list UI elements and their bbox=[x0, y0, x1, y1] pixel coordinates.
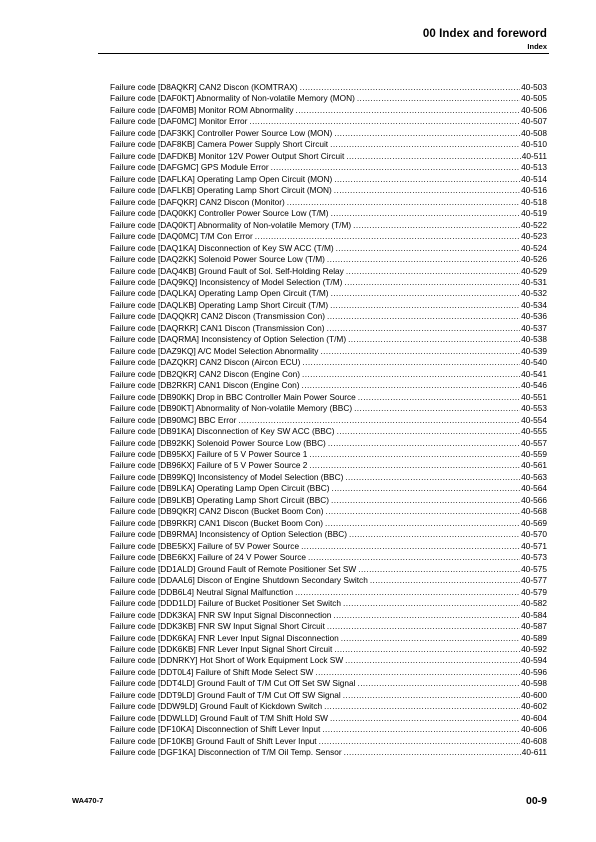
index-entry[interactable] bbox=[110, 311, 547, 322]
entry-page: 40-536 bbox=[521, 311, 547, 322]
entry-page: 40-541 bbox=[521, 368, 547, 379]
dot-leader bbox=[332, 483, 521, 494]
dot-leader bbox=[327, 323, 521, 334]
entry-page: 40-600 bbox=[521, 689, 547, 700]
entry-page: 40-503 bbox=[521, 82, 547, 92]
index-list bbox=[110, 82, 547, 759]
index-entry[interactable] bbox=[110, 495, 547, 506]
entry-title: Failure code [DDT9LD] Ground Fault of T/M Cut Off SW Signal bbox=[110, 689, 341, 700]
entry-page: 40-505 bbox=[521, 93, 547, 104]
entry-title: Failure code [DAQRKR] CAN1 Discon (Transmission Con) bbox=[110, 322, 325, 333]
index-entry[interactable] bbox=[110, 449, 547, 460]
dot-leader bbox=[327, 254, 520, 265]
entry-title: Failure code [D8AQKR] CAN2 Discon (KOMTRAX) bbox=[110, 82, 298, 92]
dot-leader bbox=[358, 564, 520, 575]
dot-leader bbox=[301, 541, 520, 552]
entry-title: Failure code [DAF0MB] Monitor ROM Abnormality bbox=[110, 104, 294, 115]
entry-page: 40-514 bbox=[521, 173, 547, 184]
entry-title: Failure code [DB2RKR] CAN1 Discon (Engine Con) bbox=[110, 380, 300, 391]
entry-title: Failure code [DAQLKB] Operating Lamp Short Circuit (T/M) bbox=[110, 299, 329, 310]
dot-leader bbox=[357, 678, 520, 689]
entry-page: 40-566 bbox=[521, 494, 547, 505]
entry-title: Failure code [DAQ2KK] Solenoid Power Source Low (T/M) bbox=[110, 254, 325, 265]
index-entry[interactable] bbox=[110, 724, 547, 735]
index-entry[interactable] bbox=[110, 300, 547, 311]
entry-page: 40-531 bbox=[521, 276, 547, 287]
index-entry[interactable] bbox=[110, 713, 547, 724]
entry-page: 40-519 bbox=[521, 208, 547, 219]
index-entry[interactable] bbox=[110, 633, 547, 644]
entry-page: 40-606 bbox=[521, 724, 547, 735]
entry-title: Failure code [DDB6L4] Neutral Signal Malfunction bbox=[110, 586, 294, 597]
index-entry[interactable] bbox=[110, 220, 547, 231]
entry-title: Failure code [DB96KX] Failure of 5 V Power Source 2 bbox=[110, 460, 308, 471]
dot-leader bbox=[331, 495, 520, 506]
entry-page: 40-523 bbox=[521, 231, 547, 242]
dot-leader bbox=[302, 369, 520, 380]
entry-title: Failure code [DBE6KX] Failure of 24 V Power Source bbox=[110, 552, 306, 563]
index-entry[interactable] bbox=[110, 266, 547, 277]
index-entry[interactable] bbox=[110, 518, 547, 529]
entry-page: 40-540 bbox=[521, 357, 547, 368]
entry-title: Failure code [DB9QKR] CAN2 Discon (Bucket Boom Con) bbox=[110, 506, 324, 517]
index-entry[interactable] bbox=[110, 116, 547, 127]
entry-page: 40-518 bbox=[521, 196, 547, 207]
index-entry[interactable] bbox=[110, 392, 547, 403]
entry-page: 40-551 bbox=[521, 391, 547, 402]
dot-leader bbox=[309, 460, 520, 471]
entry-page: 40-553 bbox=[521, 403, 547, 414]
entry-title: Failure code [DAQ4KB] Ground Fault of Sol. Self-Holding Relay bbox=[110, 265, 344, 276]
entry-page: 40-506 bbox=[521, 104, 547, 115]
dot-leader bbox=[333, 610, 520, 621]
entry-title: Failure code [DDK6KB] FNR Lever Input Signal Short Circuit bbox=[110, 643, 333, 654]
entry-page: 40-511 bbox=[521, 150, 547, 161]
section-title: 00 Index and foreword bbox=[422, 28, 547, 40]
index-entry[interactable] bbox=[110, 552, 547, 563]
entry-page: 40-577 bbox=[521, 575, 547, 586]
entry-title: Failure code [DF10KB] Ground Fault of Shift Lever Input bbox=[110, 735, 317, 746]
entry-page: 40-584 bbox=[521, 609, 547, 620]
dot-leader bbox=[328, 438, 520, 449]
index-entry[interactable] bbox=[110, 128, 547, 139]
dot-leader bbox=[357, 93, 520, 104]
entry-page: 40-579 bbox=[521, 586, 547, 597]
dot-leader bbox=[308, 552, 520, 563]
index-entry[interactable] bbox=[110, 139, 547, 150]
entry-title: Failure code [DAQ1KA] Disconnection of Key SW ACC (T/M) bbox=[110, 242, 334, 253]
entry-page: 40-557 bbox=[521, 437, 547, 448]
dot-leader bbox=[330, 139, 520, 150]
entry-page: 40-563 bbox=[521, 471, 547, 482]
dot-leader bbox=[302, 357, 520, 368]
entry-page: 40-522 bbox=[521, 219, 547, 230]
entry-title: Failure code [DB99KQ] Inconsistency of Model Selection (BBC) bbox=[110, 471, 344, 482]
index-entry[interactable] bbox=[110, 644, 547, 655]
index-entry[interactable] bbox=[110, 529, 547, 540]
dot-leader bbox=[353, 220, 520, 231]
index-entry[interactable] bbox=[110, 254, 547, 265]
dot-leader bbox=[238, 415, 520, 426]
entry-title: Failure code [DB95KX] Failure of 5 V Power Source 1 bbox=[110, 449, 308, 459]
index-entry[interactable] bbox=[110, 667, 547, 678]
dot-leader bbox=[326, 506, 521, 517]
entry-title: Failure code [DDK3KA] FNR SW Input Signal Disconnection bbox=[110, 609, 332, 620]
index-entry[interactable] bbox=[110, 185, 547, 196]
entry-page: 40-592 bbox=[521, 643, 547, 654]
index-entry[interactable] bbox=[110, 151, 547, 162]
index-entry[interactable] bbox=[110, 197, 547, 208]
entry-page: 40-524 bbox=[521, 242, 547, 253]
dot-leader bbox=[249, 116, 520, 127]
index-entry[interactable] bbox=[110, 460, 547, 471]
entry-title: Failure code [DDT4LD] Ground Fault of T/M Cut Off Set SW Signal bbox=[110, 678, 356, 689]
model-label: WA470-7 bbox=[72, 796, 104, 805]
entry-title: Failure code [DDK6KA] FNR Lever Input Signal Disconnection bbox=[110, 632, 339, 643]
entry-title: Failure code [DB90MC] BBC Error bbox=[110, 414, 237, 425]
entry-page: 40-513 bbox=[521, 162, 547, 173]
dot-leader bbox=[331, 208, 521, 219]
entry-title: Failure code [DAQQKR] CAN2 Discon (Transmission Con) bbox=[110, 311, 326, 322]
entry-page: 40-554 bbox=[521, 414, 547, 425]
dot-leader bbox=[334, 174, 520, 185]
entry-page: 40-598 bbox=[521, 678, 547, 689]
dot-leader bbox=[327, 311, 520, 322]
entry-title: Failure code [DB92KK] Solenoid Power Source Low (BBC) bbox=[110, 437, 326, 448]
header-rule bbox=[98, 53, 549, 54]
entry-page: 40-587 bbox=[521, 621, 547, 632]
entry-title: Failure code [DAQ0MC] T/M Con Error bbox=[110, 231, 253, 242]
dot-leader bbox=[330, 713, 520, 724]
dot-leader bbox=[345, 655, 520, 666]
entry-title: Failure code [DAQ0KT] Abnormality of Non-volatile Memory (T/M) bbox=[110, 219, 352, 230]
dot-leader bbox=[336, 243, 521, 254]
entry-title: Failure code [DB9LKA] Operating Lamp Open Circuit (BBC) bbox=[110, 483, 330, 494]
entry-page: 40-538 bbox=[521, 334, 547, 345]
dot-leader bbox=[358, 392, 520, 403]
entry-title: Failure code [DAQLKA] Operating Lamp Open Circuit (T/M) bbox=[110, 288, 329, 299]
entry-title: Failure code [DB9LKB] Operating Lamp Short Circuit (BBC) bbox=[110, 494, 330, 505]
entry-title: Failure code [DDW9LD] Ground Fault of Kickdown Switch bbox=[110, 701, 323, 712]
dot-leader bbox=[334, 644, 520, 655]
index-entry[interactable] bbox=[110, 208, 547, 219]
dot-leader bbox=[255, 231, 520, 242]
entry-title: Failure code [DAFDKB] Monitor 12V Power Output Short Circuit bbox=[110, 150, 345, 161]
dot-leader bbox=[309, 449, 520, 460]
dot-leader bbox=[344, 277, 520, 288]
dot-leader bbox=[324, 701, 520, 712]
entry-title: Failure code [DAQRMA] Inconsistency of Option Selection (T/M) bbox=[110, 334, 347, 345]
dot-leader bbox=[302, 380, 521, 391]
entry-page: 40-608 bbox=[521, 735, 547, 746]
entry-title: Failure code [DAZ9KQ] A/C Model Selection Abnormality bbox=[110, 345, 319, 356]
index-entry[interactable] bbox=[110, 506, 547, 517]
dot-leader bbox=[325, 518, 520, 529]
dot-leader bbox=[296, 105, 521, 116]
index-entry[interactable] bbox=[110, 736, 547, 747]
index-entry[interactable] bbox=[110, 277, 547, 288]
index-entry[interactable] bbox=[110, 472, 547, 483]
entry-page: 40-604 bbox=[521, 712, 547, 723]
index-entry[interactable] bbox=[110, 162, 547, 173]
index-entry[interactable] bbox=[110, 369, 547, 380]
dot-leader bbox=[343, 598, 520, 609]
dot-leader bbox=[322, 724, 520, 735]
entry-title: Failure code [DAZQKR] CAN2 Discon (Aircon ECU) bbox=[110, 357, 301, 368]
entry-title: Failure code [DB9RMA] Inconsistency of Option Selection (BBC) bbox=[110, 529, 348, 540]
entry-page: 40-594 bbox=[521, 655, 547, 666]
entry-page: 40-564 bbox=[521, 483, 547, 494]
entry-title: Failure code [DB91KA] Disconnection of Key SW ACC (BBC) bbox=[110, 426, 335, 437]
entry-page: 40-568 bbox=[521, 506, 547, 517]
entry-title: Failure code [DAF3KK] Controller Power Source Low (MON) bbox=[110, 127, 333, 138]
index-entry[interactable] bbox=[110, 403, 547, 414]
index-entry[interactable] bbox=[110, 288, 547, 299]
entry-page: 40-507 bbox=[521, 116, 547, 127]
entry-title: Failure code [DGF1KA] Disconnection of T/M Oil Temp. Sensor bbox=[110, 747, 342, 758]
index-entry[interactable] bbox=[110, 655, 547, 666]
entry-title: Failure code [DAFLKA] Operating Lamp Open Circuit (MON) bbox=[110, 173, 333, 184]
entry-page: 40-532 bbox=[521, 288, 547, 299]
dot-leader bbox=[370, 575, 520, 586]
entry-title: Failure code [DAQ0KK] Controller Power Source Low (T/M) bbox=[110, 208, 329, 219]
dot-leader bbox=[345, 472, 520, 483]
index-entry[interactable] bbox=[110, 701, 547, 712]
dot-leader bbox=[319, 736, 521, 747]
index-entry[interactable] bbox=[110, 346, 547, 357]
dot-leader bbox=[348, 334, 520, 345]
index-entry[interactable] bbox=[110, 747, 547, 758]
entry-page: 40-602 bbox=[521, 701, 547, 712]
entry-page: 40-510 bbox=[521, 139, 547, 150]
dot-leader bbox=[337, 426, 521, 437]
dot-leader bbox=[300, 82, 521, 93]
entry-title: Failure code [DB2QKR] CAN2 Discon (Engine Con) bbox=[110, 368, 300, 379]
index-entry[interactable] bbox=[110, 598, 547, 609]
entry-title: Failure code [DDWLLD] Ground Fault of T/M Shift Hold SW bbox=[110, 712, 328, 723]
entry-page: 40-596 bbox=[521, 666, 547, 677]
index-entry[interactable] bbox=[110, 323, 547, 334]
entry-page: 40-534 bbox=[521, 299, 547, 310]
entry-page: 40-575 bbox=[521, 563, 547, 574]
entry-page: 40-537 bbox=[521, 322, 547, 333]
index-entry[interactable] bbox=[110, 426, 547, 437]
dot-leader bbox=[315, 667, 520, 678]
entry-page: 40-508 bbox=[521, 127, 547, 138]
entry-title: Failure code [DDT0L4] Failure of Shift Mode Select SW bbox=[110, 666, 314, 677]
entry-title: Failure code [DDAAL6] Discon of Engine Shutdown Secondary Switch bbox=[110, 575, 368, 586]
entry-title: Failure code [DDD1LD] Failure of Bucket Positioner Set Switch bbox=[110, 598, 342, 609]
entry-page: 40-516 bbox=[521, 185, 547, 196]
index-entry[interactable] bbox=[110, 575, 547, 586]
entry-title: Failure code [DAFLKB] Operating Lamp Short Circuit (MON) bbox=[110, 185, 332, 196]
index-entry[interactable] bbox=[110, 174, 547, 185]
entry-page: 40-526 bbox=[521, 254, 547, 265]
index-entry[interactable] bbox=[110, 380, 547, 391]
index-entry[interactable] bbox=[110, 93, 547, 104]
index-entry[interactable] bbox=[110, 541, 547, 552]
entry-title: Failure code [DD1ALD] Ground Fault of Remote Positioner Set SW bbox=[110, 563, 357, 574]
entry-title: Failure code [DAQ9KQ] Inconsistency of Model Selection (T/M) bbox=[110, 276, 343, 287]
entry-title: Failure code [DB90KK] Drop in BBC Controller Main Power Source bbox=[110, 391, 356, 402]
index-entry[interactable] bbox=[110, 483, 547, 494]
entry-title: Failure code [DAF8KB] Camera Power Supply Short Circuit bbox=[110, 139, 329, 150]
entry-page: 40-573 bbox=[521, 552, 547, 563]
entry-page: 40-546 bbox=[521, 380, 547, 391]
entry-title: Failure code [DAF0KT] Abnormality of Non-volatile Memory (MON) bbox=[110, 93, 355, 104]
dot-leader bbox=[330, 300, 520, 311]
entry-page: 40-559 bbox=[521, 449, 547, 459]
index-entry[interactable] bbox=[110, 243, 547, 254]
index-entry[interactable] bbox=[110, 357, 547, 368]
dot-leader bbox=[295, 587, 520, 598]
index-entry[interactable] bbox=[110, 415, 547, 426]
index-entry[interactable] bbox=[110, 334, 547, 345]
dot-leader bbox=[331, 288, 521, 299]
section-subtitle: Index bbox=[527, 42, 547, 51]
entry-title: Failure code [DB9RKR] CAN1 Discon (Bucket Boom Con) bbox=[110, 517, 324, 528]
dot-leader bbox=[327, 621, 520, 632]
dot-leader bbox=[341, 633, 520, 644]
entry-title: Failure code [DB90KT] Abnormality of Non-volatile Memory (BBC) bbox=[110, 403, 353, 414]
dot-leader bbox=[344, 747, 521, 758]
entry-page: 40-561 bbox=[521, 460, 547, 471]
entry-title: Failure code [DAF0MC] Monitor Error bbox=[110, 116, 248, 127]
entry-title: Failure code [DF10KA] Disconnection of Shift Lever Input bbox=[110, 724, 321, 735]
index-entry[interactable] bbox=[110, 587, 547, 598]
entry-title: Failure code [DAFQKR] CAN2 Discon (Monitor) bbox=[110, 196, 285, 207]
entry-page: 40-589 bbox=[521, 632, 547, 643]
entry-page: 40-611 bbox=[521, 747, 547, 758]
entry-page: 40-571 bbox=[521, 540, 547, 551]
entry-page: 40-555 bbox=[521, 426, 547, 437]
entry-title: Failure code [DAFGMC] GPS Module Error bbox=[110, 162, 269, 173]
index-entry[interactable] bbox=[110, 105, 547, 116]
dot-leader bbox=[346, 151, 521, 162]
entry-title: Failure code [DBE5KX] Failure of 5V Power Source bbox=[110, 540, 300, 551]
dot-leader bbox=[334, 185, 520, 196]
entry-page: 40-529 bbox=[521, 265, 547, 276]
entry-title: Failure code [DDNRKY] Hot Short of Work Equipment Lock SW bbox=[110, 655, 344, 666]
index-entry[interactable] bbox=[110, 564, 547, 575]
dot-leader bbox=[354, 403, 520, 414]
entry-page: 40-569 bbox=[521, 517, 547, 528]
index-entry[interactable] bbox=[110, 438, 547, 449]
entry-page: 40-570 bbox=[521, 529, 547, 540]
index-entry[interactable] bbox=[110, 610, 547, 621]
dot-leader bbox=[320, 346, 520, 357]
dot-leader bbox=[349, 529, 520, 540]
dot-leader bbox=[271, 162, 521, 173]
entry-page: 40-582 bbox=[521, 598, 547, 609]
index-entry[interactable] bbox=[110, 678, 547, 689]
dot-leader bbox=[334, 128, 520, 139]
entry-page: 40-539 bbox=[521, 345, 547, 356]
page-number: 00-9 bbox=[525, 795, 547, 807]
index-entry[interactable] bbox=[110, 690, 547, 701]
dot-leader bbox=[343, 690, 520, 701]
dot-leader bbox=[287, 197, 520, 208]
index-entry[interactable] bbox=[110, 621, 547, 632]
dot-leader bbox=[346, 266, 520, 277]
index-entry[interactable] bbox=[110, 231, 547, 242]
index-entry[interactable] bbox=[110, 82, 547, 93]
entry-title: Failure code [DDK3KB] FNR SW Input Signal Short Circuit bbox=[110, 621, 325, 632]
